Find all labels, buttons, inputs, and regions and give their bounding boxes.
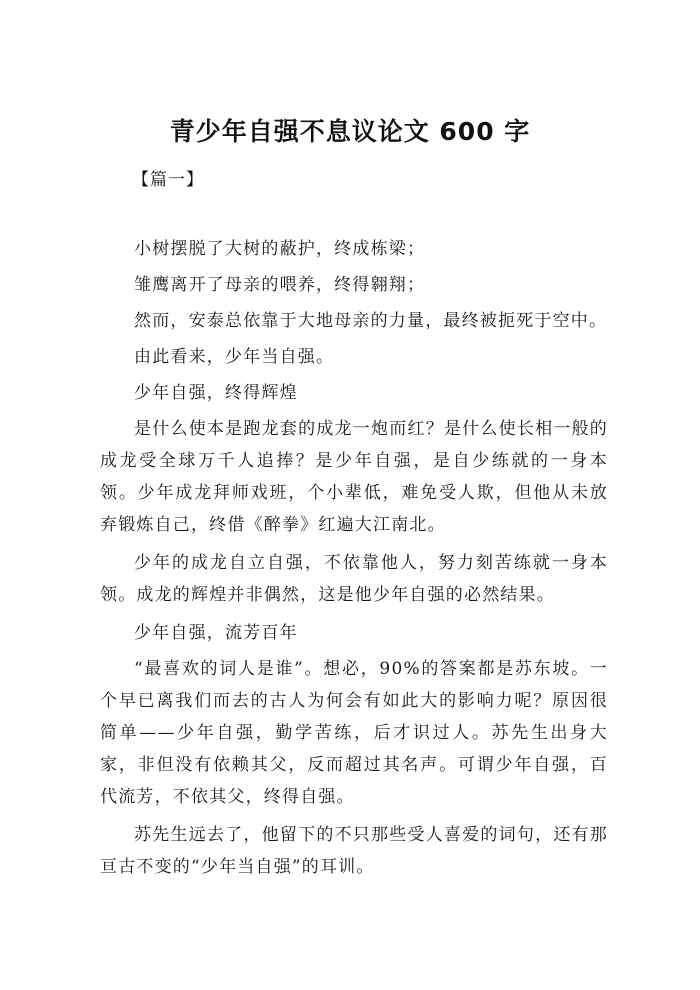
subheading: 少年自强，流芳百年	[134, 623, 298, 643]
paragraph: 由此看来，少年当自强。	[134, 347, 335, 367]
paragraph: 小树摆脱了大树的蔽护，终成栋梁；	[134, 239, 426, 259]
paragraph: 是什么使本是跑龙套的成龙一炮而红？是什么使长相一般的成龙受全球万千人追捧？是少年自强，是自少练就的一身本领。少年成龙拜师戏班，个小辈低，难免受人欺，但他从未放弃锻炼自己，终借《醉拳》红遍大江南北。	[100, 419, 608, 535]
paragraph: 然而，安泰总依靠于大地母亲的力量，最终被扼死于空中。	[134, 311, 608, 331]
document-body	[100, 233, 608, 889]
subheading: 少年自强，终得辉煌	[134, 383, 298, 403]
paragraph: 苏先生远去了，他留下的不只那些受人喜爱的词句，还有那亘古不变的“少年当自强”的耳训。	[100, 825, 608, 877]
paragraph: 少年的成龙自立自强，不依靠他人，努力刻苦练就一身本领。成龙的辉煌并非偶然，这是他少年自强的必然结果。	[100, 553, 608, 605]
section-label: 【篇一】	[132, 170, 204, 190]
paragraph: 雏鹰离开了母亲的喂养，终得翱翔；	[134, 275, 426, 295]
document-title: 青少年自强不息议论文 600 字	[169, 117, 531, 146]
paragraph: “最喜欢的词人是谁”。想必，90%的答案都是苏东坡。一个早已离我们而去的古人为何会有如此大的影响力呢？原因很简单——少年自强，勤学苦练，后才识过人。苏先生出身大家，非但没有依赖其父，反而超过其名声。可谓少年自强，百代流芳，不依其父，终得自强。	[100, 659, 608, 807]
